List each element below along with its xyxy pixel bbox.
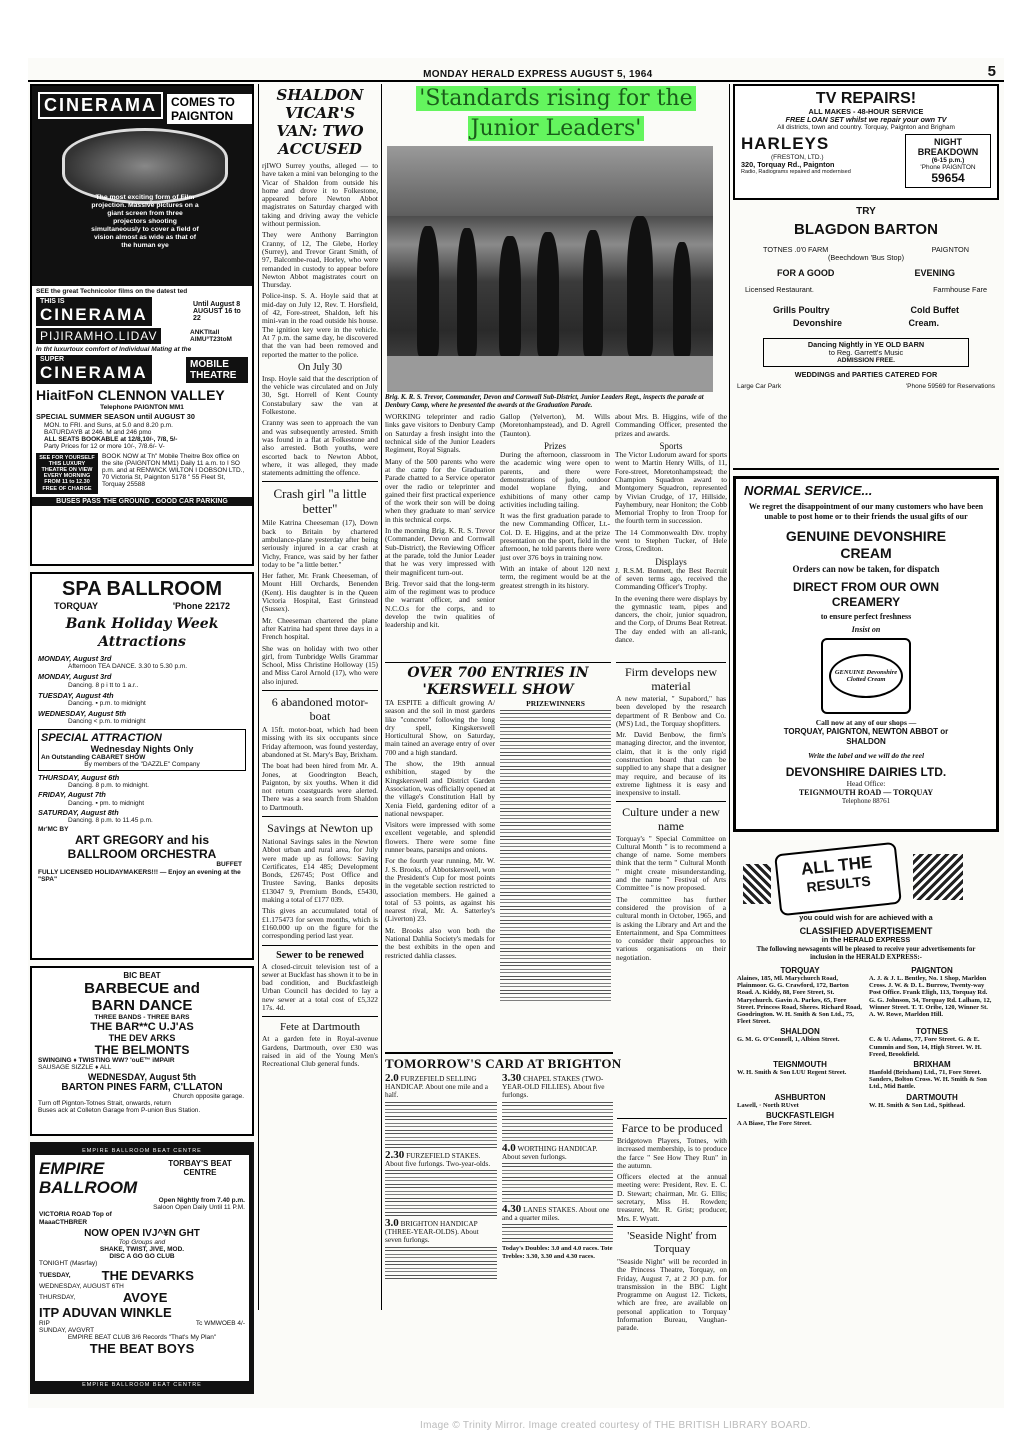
- devonshire-dairies-advert: [733, 476, 999, 832]
- empire-twist: SHAKE, TWIST, JIVE, MOD.: [99, 1246, 185, 1254]
- harleys-address: 320, Torquay Rd., Paignton: [741, 159, 835, 169]
- town-block: SHALDON G. M. G. O'Connell, 1, Albion Street.: [737, 1027, 840, 1044]
- results-newsagents: The following newsagents will be pleased to receive your advertisements for inclusion in the HERALD EXPRESS:-: [756, 946, 976, 962]
- this-is-label: THIS IS: [40, 298, 65, 306]
- blagdon-cream: Cream.: [908, 317, 939, 328]
- soldier-figure: [457, 228, 477, 356]
- blagdon-farmhouse: Farmhouse Fare: [933, 285, 987, 295]
- results-tag: you could wish for are achieved with a: [799, 913, 933, 922]
- party-prices: Party Prices for 12 or more 10/-, 7/8.6/- V-: [44, 443, 165, 451]
- soldier-figure: [583, 230, 603, 356]
- shaldon-para: rjIWO Surrey youths, alleged — to have taken a mini van belonging to the Vicar of Shaldon from outside his home and drove it to Folkestone, appeared before Newton Abbot magistrates on Saturday charged with taking and driving away the vehicle without permission.: [262, 161, 378, 229]
- blagdon-loc-1: TOTNES .0'0 FARM: [763, 245, 829, 254]
- fete-para: At a garden fete in Royal-avenue Gardens, Dartmouth, over £30 was raised in aid of the Young Men's Recreational Club general funds.: [262, 1034, 378, 1069]
- culture-para: The committee has further considered the provision of a cultural month in October, 1965, and is asking the Library and Art and the Entertainment, and Spa Committees to consider their approaches to various organisations on their negotiation.: [616, 894, 726, 962]
- ticker-tape-image: [913, 854, 963, 900]
- cream-tub-image: [821, 638, 911, 714]
- spa-entry: TUESDAY, August 4th Dancing. ▪ p.m. to midnight: [38, 690, 146, 708]
- savings-headline: Savings at Newton up: [267, 821, 373, 835]
- cinerama-dates: Until August 8 AUGUST 16 to 22: [193, 301, 241, 323]
- cinerama-blurb: The most exciting form of Film projection. Massive pictures on a giant screen from three projectors shooting simultaneously to cover a field of vision almost as wide as that of the human eye: [91, 194, 199, 249]
- kerswell-para: TA ESPITE a difficult growing A/ season and the soil in most gardens like "concrete" following the long dry spell, Kingskerswell Horticultural Show, on Saturday, main tained an average entry of over 700 and a high standard.: [385, 698, 495, 757]
- crash-para: Mile Katrina Cheeseman (17), Down back to Britain by chartered ambulance-plane yesterday after being seriously injured in a car crash at Vichy, France, was said by her father today to be "a little better.": [262, 518, 378, 569]
- blagdon-admission: ADMISSION FREE.: [837, 357, 895, 365]
- column-news-2: [262, 84, 378, 1072]
- empire-ballroom-advert: [30, 1142, 254, 1394]
- race-name: CHAPEL STAKES (TWO-YEAR-OLD FILLIES). About five furlongs.: [502, 1074, 605, 1100]
- empire-torbay: TORBAY'S BEAT CENTRE: [168, 1159, 232, 1177]
- sports-subhead: Sports: [659, 441, 683, 452]
- trees-background: [387, 146, 713, 216]
- soldier-figure: [537, 232, 559, 356]
- empire-cover: EMPIRE BEAT CLUB 3/6 Records "That's My Plan": [67, 1334, 217, 1342]
- firm-para: A new material, " Supabord," has been developed by the research department of R Benbow and Co. (M'S) Ltd., the Torquay shopfitters.: [616, 694, 726, 728]
- jl-para: During the afternoon, classroom in the academic wing were open to parents, and there were demonstrations of judo, outdoor model woplane flying, and exhibitions of many other camp activities including tailing.: [500, 450, 610, 509]
- spa-entry: MONDAY, August 3rd Afternoon TEA DANCE. 3.30 to 5.30 p.m.: [38, 654, 188, 671]
- empire-saloon: Saloon Open Daily Until 11 P.M.: [153, 1204, 245, 1212]
- book-now-text: BOOK NOW at Th" Mobile Theitre Box office on the site (PAIGNTON MM1) Daily 11 a.m. to I SO p.m. and at RENWICK WILTON I DOBSON LTD., 70 Victoria St, Paignton 5178 " 55 Fleet St, Torquay 25588: [102, 452, 245, 489]
- bbq-turn: Turn off Pignton-Totnes Strait, onwards, return: [38, 1099, 171, 1107]
- dairy-insist: Insist on: [851, 625, 881, 634]
- dairy-head-address: TEIGNMOUTH ROAD — TORQUAY: [798, 788, 934, 797]
- jl-para: The Victor Ludorum award for sports went to Martin Henry Wills, of 11, Fore-street, Moretonhampstead; the Champion Squadron award to Montgomery Squadron, represented by Vivian Crudge, of 17, Hillside, Payhembury, near Honiton; the Cobb Memorial Trophy to Iron Troop for the fourth term in succession.: [615, 450, 727, 526]
- jl-para: WORKING teleprinter and radio links gave visitors to Denbury Camp on Saturday a fresh insight into the technical side of the Junior Leaders Regiment, Royal Signals.: [385, 412, 495, 455]
- farce-para: Officers elected at the annual meeting were: President, Rev. E. C. D. Stewart; chairman, Mr. G. Ellis; secretary, Miss H. Rowden; treasurer, Mr. R. Grist; producer, Mrs. F. Wyatt.: [617, 1172, 727, 1223]
- bbq-signs: Church opposite garage.: [172, 1092, 244, 1100]
- dairy-freshness: to ensure perfect freshness: [820, 612, 912, 621]
- seaside-para: "Seaside Night" will be recorded in the Princess Theatre, Torquay, on Friday, August 7, at 2 JO p.m. for transmission in the BBC Light Programme on August 12. Tickets, which are free, are available on personal application to Torquay Information Bureau, Vaughan-parade.: [617, 1256, 727, 1333]
- motorboat-headline: 6 abandoned motor-boat: [271, 695, 369, 724]
- shaldon-para: Insp. Hoyle said that the description of the vehicle was circulated and on July 30, Sgt. Horrell of Kent County Constabulary saw the van at Folkestone.: [262, 373, 378, 417]
- genuine-cream: GENUINE DEVONSHIRE CREAM: [785, 528, 947, 561]
- blagdon-title: BLAGDON BARTON: [794, 221, 938, 238]
- empire-thursday: THURSDAY,: [39, 1293, 76, 1301]
- photo-caption: Brig. K. R. S. Trevor, Commander, Devon and Cornwall Sub-District, Junior Leaders Regt., inspects the parade at Denbury Camp, where he presented the awards at the Graduation Parade.: [385, 394, 704, 409]
- jl-para: It was the first graduation parade to the new Commanding Officer, Lt.-Col. D. E. Higgins, and at the prize presentation on the sport, field in the afternoon, he told parents there were just over 376 boys in training now.: [500, 511, 610, 562]
- race-entry: [502, 1141, 613, 1203]
- soldier-figure: [417, 226, 439, 356]
- culture-para: Torquay's " Special Committee on Cultural Month " is to recommend a change of name. Some members think that the term " Cultural Month " might create misunderstanding, and the name " Festival of Arts Committee " is now proposed.: [616, 833, 726, 893]
- blagdon-reg: to Reg. Garrett's Music: [828, 347, 904, 357]
- town-block: PAIGNTON A. J. & J. L. Bentley, No. 1 Shop, Marldon Cross. J. W. & D. L. Burrow, Twenty-way Post Office. Frank Eligh, 113, Torquay Rd. G. G. Johnson, 34, Torquay Rd. Lalham, 12, Winner Street. T. T. Oribe, 120, Winner St. A. W. Rowe, Marldon Hill.: [869, 966, 992, 1019]
- race-entry: [502, 1205, 613, 1243]
- cream-label: GENUINE Devonshire Clotted Cream: [829, 654, 903, 698]
- cinerama-hero: [32, 86, 252, 286]
- spa-town: TORQUAY: [54, 601, 99, 611]
- column-rule: [258, 84, 259, 1310]
- masthead: [28, 60, 1004, 82]
- buses-strip: BUSES PASS THE GROUND . GOOD CAR PARKING: [32, 497, 252, 506]
- image-credit: Image © Trinity Mirror. Image created courtesy of THE BRITISH LIBRARY BOARD.: [420, 1420, 811, 1431]
- harleys-service: Radio, Radiograms repaired and modernised: [741, 169, 851, 176]
- blagdon-car-park: Large Car Park: [737, 383, 782, 391]
- kerswell-headline: OVER 700 ENTRIES IN 'KERSWELL SHOW: [385, 662, 611, 699]
- blagdon-good: FOR A GOOD: [777, 268, 835, 279]
- motorboat-para: A 15ft. motor-boat, which had been missing with its six occupants since Friday afternoon, was found yesterday, abandoned at St. Mary's Bay, Brixham.: [262, 725, 378, 759]
- cabaret-title: An Outstanding CABARET SHOW: [41, 753, 146, 761]
- tv-title: TV REPAIRS!: [815, 90, 917, 107]
- blagdon-licensed: Licensed Restaurant.: [745, 285, 814, 295]
- junior-leaders-story: [385, 413, 727, 647]
- band-2: THE DEV ARKS: [108, 1033, 176, 1044]
- jl-para: The 14 Commonwealth Div. trophy went to Stephen Tucker, of Hele Cross, Crediton.: [615, 527, 727, 554]
- seats-bookable: ALL SEATS BOOKABLE at 12/8,10/-, 7/8, 5/-: [44, 436, 178, 444]
- see-yourself-box: SEE FOR YOURSELF THIS LUXURY THEATRE ON VIEW EVERY MORNING FROM 11 to 12.30 FREE OF CHARGE: [36, 453, 98, 494]
- culture-headline: Culture under a new name: [622, 804, 720, 833]
- empire-open: Open Nightly from 7.40 p.m.: [158, 1197, 245, 1204]
- race-entry: [385, 1219, 497, 1280]
- shaldon-subhead: On July 30: [298, 361, 342, 373]
- farce-para: Bridgetown Players, Totnes, with increased membership, is to produce the farce " See How They Run" in the autumn.: [617, 1136, 727, 1170]
- comfort-text: In tht luxurtoux comfort of Individual Mating at the: [36, 346, 192, 354]
- town-block: BUCKFASTLEIGH A A Biase, The Fore Street.: [737, 1110, 834, 1127]
- column-rule: [381, 84, 382, 1310]
- empire-wmwoeb: Tc WMWOEB 4/-: [195, 1319, 245, 1327]
- soldier-figure: [499, 236, 521, 356]
- dancing-box: [763, 338, 969, 368]
- results-banner: [774, 842, 902, 916]
- jl-para: Brig. Trevor said that the long-term aim of the regiment was to produce the warrant officer, and senior N.C.O.s for the corps, and to develop the twin qualities of leadership and kit.: [385, 578, 495, 630]
- dairy-orders: Orders can now be taken, for dispatch: [792, 564, 940, 574]
- blagdon-dancing: Dancing Nightly in YE OLD BARN: [807, 339, 925, 349]
- cinerama-phone: Telephone PAIGNTON MM1: [100, 404, 184, 412]
- special-subtitle: Wednesday Nights Only: [90, 743, 194, 754]
- bbq-venue: BARTON PINES FARM, C'LLATON: [61, 1081, 223, 1093]
- kerswell-para: For the fourth year running, Mr. W. J. S. Brooks, of Abbotskerswell, won the President's Cup for most points in the vegetable section restricted to association members. He gained a total of 53 points, as against his nearest rival, Mr. A. Satterley's (Liverton) 23.: [385, 856, 495, 924]
- firm-headline: Firm develops new material: [625, 665, 717, 693]
- bbq-sausage: SAUSAGE SIZZLE ♦ ALL: [38, 1064, 112, 1072]
- empire-groups: Top Groups and: [118, 1238, 166, 1246]
- cinerama-logo: CINERAMA: [38, 92, 163, 119]
- empire-tuesday: TUESDAY,: [39, 1271, 71, 1279]
- blagdon-try: TRY: [856, 206, 876, 217]
- bbq-title-2: BARN DANCE: [91, 997, 193, 1014]
- results-title-1: ALL THE: [800, 852, 874, 879]
- tv-loan: FREE LOAN SET whilst we repair your own TV: [785, 115, 947, 125]
- column-rule: [729, 84, 730, 1310]
- shaldon-para: Cranny was seen to approach the van and was subsequently arrested. Smith was found in a flat at Folkestone and also arrested. Both youths, were escorted back to Newton Abbot, where, it was alleged, they made statements admitting the offence.: [262, 418, 378, 478]
- cinerama-logo-3: CINERAMA: [40, 363, 148, 383]
- blagdon-advert: [733, 206, 999, 470]
- farce-headline: Farce to be produced: [621, 1121, 723, 1135]
- jl-para: With an intake of about 120 next term, the regiment would be at the greatest strength in its history.: [500, 563, 610, 590]
- ticker-tape-image: [743, 864, 771, 904]
- empire-wednesday: WEDNESDAY, AUGUST 6TH: [39, 1282, 124, 1290]
- race-entry: [502, 1074, 613, 1142]
- race-name: FURZEFIELD STAKES. About five furlongs. Two-year-olds.: [385, 1150, 491, 1168]
- harleys-brand: HARLEYS: [741, 133, 830, 153]
- bbq-top: BIC BEAT: [123, 971, 161, 980]
- savings-para: National Savings sales in the Newton Abbot urban and rural area, for July were made up as follows: Saving Certificates, £14 485; Development Bonds, £26745; Post Office and Trustee Saving, Banks deposits £13047 9, Premium Bonds, £5430, making a total of £177 039.: [262, 837, 378, 905]
- night-hours: (6-15 p.m.): [931, 156, 965, 164]
- spa-entries: [32, 655, 252, 726]
- band-1: THE BAR**C U.J'AS: [90, 1021, 194, 1034]
- race-name: LANES STAKES. About one and a quarter miles.: [502, 1205, 610, 1223]
- dairy-telephone: Telephone 88761: [841, 797, 891, 805]
- spa-title: SPA BALLROOM: [62, 578, 222, 600]
- empire-disc: DISC A GO GO CLUB: [109, 1253, 175, 1261]
- tv-phone: 59654: [931, 171, 965, 186]
- blagdon-weddings: WEDDINGS and PARTIES CATERED FOR: [794, 370, 938, 380]
- race-time: 3.30: [502, 1072, 522, 1084]
- shaldon-para: They were Anthony Barrington Cranny, of 12, The Glebe, Horley (Surrey), and Trevor Grant Smith, of 97, Balcombe-road, Horley, who were remanded in custody to appear before Newton Abbot magistrates court on Thursday.: [262, 230, 378, 290]
- empire-devarks: THE DEVARKS: [101, 1267, 194, 1283]
- mc-label: Mr'MC BY: [38, 826, 69, 834]
- results-title-2: RESULTS: [805, 872, 872, 896]
- junior-leaders-headline: 'Standards rising for the Junior Leaders': [416, 86, 695, 141]
- spa-entry: FRIDAY, August 7th Dancing. ▪ pm. to midnight: [38, 790, 145, 807]
- race-name: BRIGHTON HANDICAP (THREE-YEAR-OLDS). About seven furlongs.: [385, 1219, 479, 1245]
- town-block: TEIGNMOUTH W. H. Smith & Son LUU Regent Street.: [737, 1060, 847, 1077]
- parade-photo: [387, 146, 713, 392]
- empire-border-bottom: EMPIRE BALLROOM BEAT CENTRE: [35, 1381, 249, 1389]
- seaside-headline: 'Seaside Night' from Torquay: [627, 1229, 717, 1255]
- firm-para: Mr. David Benbow, the firm's managing director, and the inventor, claim, that it is the only rigid construction board that can be supplied to any shape that a designer may require, and because of its extreme lightness it is easy and inexpensive to install.: [616, 730, 726, 798]
- buffet-label: BUFFET: [216, 861, 242, 869]
- this-is-row: [32, 297, 252, 326]
- licensed-line: FULLY LICENSED HOLIDAYMAKERS!!! — Enjoy an evening at the "SPA": [38, 868, 241, 883]
- brighton-racecard: [385, 1052, 622, 1282]
- summer-season: SPECIAL SUMMER SEASON until AUGUST 30: [36, 411, 195, 421]
- race-time: 2.30: [385, 1148, 405, 1161]
- kerswell-para: Visitors were impressed with some excellent vegetable, and splendid flowers. There were some fine runner beans, parsnips and onions.: [385, 820, 495, 855]
- jl-para: about Mrs. B. Higgins, wife of the Commanding Officer, presented the prizes and awards.: [615, 412, 727, 438]
- times-2: BATURDAYB at 246. M and 246 pmo: [44, 429, 152, 437]
- barbecue-advert: [30, 966, 254, 1136]
- dairy-call: Call now at any of our shops —: [815, 718, 917, 727]
- savings-para: This gives an accumulated total of £1.175473 for seven months, which is £160.000 up on the figure for the corresponding period last year.: [262, 906, 378, 941]
- prizewinners-subhead: PRIZEWINNERS: [526, 699, 585, 708]
- race-time: 4.0: [502, 1141, 516, 1154]
- band-3: THE BELMONTS: [94, 1043, 190, 1058]
- jl-para: In the morning Brig. K. R. S. Trevor (Commander, Devon and Cornwall Sub-District), the Reviewing Officer at the parade, told the Junior Leader that he was very impressed with their magnificent turn-out.: [385, 526, 495, 577]
- dairy-company: DEVONSHIRE DAIRIES LTD.: [785, 765, 947, 779]
- race-time: 3.0: [385, 1217, 399, 1230]
- spa-entry: SATURDAY, August 8th Dancing. 8 p.m. to 11.45 p.m.: [38, 807, 153, 825]
- displays-subhead: Displays: [655, 556, 687, 567]
- race-time: 4.30: [502, 1203, 522, 1216]
- motorboat-para: The boat had been hired from Mr. A. Jones, at Goodrington Beach, Paignton, by six youths. When it did not return coastguards were alerted. There was a sea search from Shaldon to Dartmouth.: [262, 761, 378, 812]
- jl-para: J. R.S.M. Bonnett, the Best Recruit of seven terms ago, received the Commanding Officer's Trophy.: [615, 565, 727, 592]
- soldier-figure: [673, 242, 691, 356]
- cinerama-advert: [30, 84, 254, 566]
- fete-headline: Fete at Dartmouth: [279, 1021, 361, 1034]
- spa-entry: MONDAY, August 3rd Dancing. 8 p i tt to 1 a.r..: [38, 672, 139, 689]
- kerswell-para: The show, the 19th annual exhibition, staged by the Kingskerswell and District Garden Association, was officially opened at the village's Constitution Hall by Xenia Field, gardening editor of a national newspaper.: [385, 759, 495, 818]
- town-block: TOTNES C. & U. Adams, 77, Fore Street. G. & E. Cummin and Son, 14, High Street. W. H. Freed, Brookfield.: [869, 1027, 982, 1058]
- race-name: FURZEFIELD SELLING HANDICAP. About one mile and a half.: [385, 1074, 488, 1100]
- mobile-theatre: MOBILE THEATRE: [186, 357, 248, 383]
- cabaret-subtitle: By members of the "DAZZLE" Company: [84, 760, 200, 768]
- race-entry: [385, 1074, 497, 1149]
- soldier-figure: [627, 216, 653, 356]
- cinerama-tag: COMES TO PAIGNTON: [167, 94, 252, 124]
- empire-winkle: ITP ADUVAN WINKLE: [39, 1304, 172, 1320]
- special-title: SPECIAL ATTRACTION: [41, 731, 162, 744]
- jl-para: Gallop (Yelverton), M. Wills (Moretonhampstead), and D. Agrell (Taunton).: [500, 412, 610, 438]
- crash-para: Her father, Mr. Frank Cheeseman, of Mount Hill Orchards, Benenden (Kent). His daughter is in the Queen Victoria Hospital, East Grinstead (Sussex).: [262, 571, 378, 614]
- tote-doubles: Today's Doubles: 3.0 and 4.0 races. Tote Trebles: 3.30, 3.30 and 4.30 races.: [502, 1245, 613, 1260]
- column-main: [385, 84, 727, 647]
- spa-heading: Bank Holiday Week Attractions: [65, 616, 219, 650]
- spa-entry: WEDNESDAY, August 5th Dancing < p.m. to midnight: [38, 709, 146, 726]
- spa-ballroom-advert: [30, 572, 254, 960]
- race-time: 2.0: [385, 1072, 399, 1084]
- cinerama-logo-2: CINERAMA: [40, 305, 148, 325]
- harleys-ltd: (FRESTON, LTD.): [771, 153, 824, 161]
- blagdon-evening: EVENING: [914, 268, 955, 279]
- tv-makes: ALL MAKES - 48-HOUR SERVICE: [808, 107, 924, 116]
- kerswell-block: [385, 662, 727, 1004]
- results-paper: in the HERALD EXPRESS: [821, 935, 911, 945]
- empire-border-top: EMPIRE BALLROOM BEAT CENTRE: [35, 1147, 249, 1155]
- race-name: WORTHING HANDICAP. About seven furlongs.: [502, 1143, 598, 1161]
- empire-beat-boys: THE BEAT BOYS: [89, 1341, 195, 1357]
- bbq-title-1: BARBECUE and: [84, 980, 200, 997]
- direct-creamery: DIRECT FROM OUR OWN CREAMERY: [793, 580, 939, 609]
- special-attraction-box: [38, 729, 246, 771]
- blagdon-devon: Devonshire: [793, 317, 843, 328]
- results-classified: CLASSIFIED ADVERTISEMENT: [799, 926, 933, 937]
- garbled-strip-2: ANKTItall AIMU°T23toM: [190, 329, 232, 344]
- times-1: MON. to FRI. and Suns, at 5.0 and 8.20 p.m.: [44, 421, 173, 429]
- curved-screen-image: [62, 128, 228, 204]
- empire-now-open: NOW OPEN IVJ^¥N GHT: [84, 1227, 200, 1239]
- empire-sunday: SUNDAY, AVGVRT: [39, 1327, 95, 1335]
- crash-para: She was on holiday with two other girl, from Tunbridge Wells Grammar School, Miss Christine Holloway (15) and Miss Carol Arnold (17), who were also injured.: [262, 643, 378, 686]
- shaldon-headline: SHALDON VICAR'S VAN: TWO ACCUSED: [276, 86, 364, 158]
- kerswell-para: Mr. Brooks also won both the National Dahlia Society's medals for the best exhibits in the open and restricted dahlia classes.: [385, 925, 495, 960]
- crash-headline: Crash girl "a little better": [273, 486, 367, 517]
- empire-address: VICTORIA ROAD Top of MaaaCTHBRER: [39, 1211, 112, 1226]
- blagdon-buffet: Cold Buffet: [910, 304, 959, 315]
- tv-repairs-advert: [733, 84, 999, 200]
- empire-avoyle: AVOYE: [122, 1289, 168, 1305]
- dairy-write: Write the label and we will do the reel: [807, 751, 925, 760]
- bbq-swinging: SWINGING ♦ TWISTING WW? 'ouE™ iMPAIR: [38, 1057, 175, 1065]
- brighton-headline: TOMORROW'S CARD AT BRIGHTON: [385, 1056, 622, 1071]
- bbq-date: WEDNESDAY, August 5th: [87, 1071, 197, 1082]
- night-breakdown-box: [905, 134, 991, 188]
- tv-phone-label: 'Phone PAIGNTON: [920, 163, 976, 171]
- masthead-title: MONDAY HERALD EXPRESS AUGUST 5, 1964: [423, 69, 653, 80]
- normal-service: NORMAL SERVICE...: [744, 483, 873, 498]
- cinerama-venue: HiaitFoN CLENNON VALLEY: [36, 387, 225, 404]
- bbq-buses: Buses ack at Colleton Garage from P-union Bus Station.: [38, 1107, 201, 1115]
- prizes-subhead: Prizes: [544, 441, 566, 452]
- race-entry: [385, 1148, 497, 1217]
- town-block: DARTMOUTH W. H. Smith & Son Ltd., Spithead.: [869, 1092, 966, 1109]
- cinerama-see: SEE the great Technicolor films on the datest ted: [36, 288, 188, 295]
- town-block: TORQUAY Alaines, 185, Ml. Marychurch Road, Plainmoor. G. G. Crawford, 172, Barton Road. A. Kiddy, 88, Fore Street, St. Marychurch. Gavin A. Parkes, 65, Fore Street. Princess Road, Sheres. Richard Road, Goodrington. W. H. Smith & Son Ltd., 75, Fleet Street.: [737, 966, 862, 1026]
- blagdon-grills: Grills Poultry: [773, 304, 830, 315]
- shaldon-para: Police-insp. S. A. Hoyle said that at mid-day on July 12, Rev. T. Horsfield, of 42, Fore-street, Shaldon, left his mini-van in the road outside his house. The ignition key were in the vehicle. At 7 p.m. the same day, he discovered that the van had been removed and reported the matter to the police.: [262, 291, 378, 359]
- night-breakdown: NIGHT BREAKDOWN: [917, 136, 979, 157]
- sewer-headline: Sewer to be renewed: [276, 949, 364, 961]
- spa-entry: THURSDAY, August 6th Dancing. 8 p.m. to midnight.: [38, 773, 149, 790]
- town-block: BRIXHAM Hanfold (Brixham) Ltd., 71, Fore Street. Sanders, Bolton Cross. W. H. Smith & Son Ltd., Mid Battle.: [869, 1060, 987, 1091]
- super-label: SUPER: [40, 356, 65, 364]
- bbq-bands: THREE BANDS - THREE BARS: [94, 1014, 190, 1021]
- blagdon-loc-2: PAIGNTON: [931, 245, 969, 254]
- newsagent-list: [733, 964, 999, 1129]
- results-advert: [733, 844, 999, 1392]
- spa-phone: 'Phone 22172: [172, 601, 230, 611]
- bottom-side-stories: [617, 1118, 727, 1336]
- empire-rip: RIP: [39, 1319, 50, 1327]
- orchestra: ART GREGORY and his BALLROOM ORCHESTRA: [67, 833, 217, 862]
- empire-tonight: TONIGHT (Masrfay): [39, 1260, 98, 1268]
- dairy-towns: TORQUAY, PAIGNTON, NEWTON ABBOT or SHALDON: [783, 727, 949, 746]
- parade-ground: [387, 356, 713, 392]
- sewer-para: A closed-circuit television test of a sewer at Buckfast has shown it to be in bad condition, and Buckfastleigh Urban Council has decided to lay a new sewer at a total cost of £5,322 17s. 4d.: [262, 961, 378, 1013]
- empire-title: EMPIRE BALLROOM: [39, 1159, 138, 1197]
- crash-para: Mr. Cheeseman chartered the plane after Katrina had spent three days in a French hospital.: [262, 615, 378, 642]
- dairy-head: Head Office:: [846, 779, 886, 788]
- jl-para: In the evening there were displays by the gymnastic team, pipes and dancers, the choir, junior squadron, and the Corp, of Drums Beat Retreat. The day ended with an all-rank, dance.: [615, 593, 727, 645]
- dairy-regret: We regret the disappointment of our many customers who have been unable to post home or to their friends the usual gifts of our: [748, 502, 984, 521]
- blagdon-reservations: 'Phone 59569 for Reservations: [905, 383, 995, 391]
- blagdon-stop: (Beechdown 'Bus Stop): [827, 253, 905, 263]
- page-number: 5: [987, 63, 996, 80]
- jl-para: Many of the 500 parents who were at the camp for the Graduation Parade chatted to a Service operator over the radio or teleprinter and gained their first practical experience of the work their son will be doing when they graduate to man' service in this technical corps.: [385, 456, 495, 524]
- tv-districts: All districts, town and country. Torquay, Paignton and Brigham: [777, 124, 955, 132]
- town-block: ASHBURTON Lawell, · North RUvet: [737, 1092, 826, 1109]
- garbled-strip: PIJIRAMHO.LIDAV: [36, 328, 161, 344]
